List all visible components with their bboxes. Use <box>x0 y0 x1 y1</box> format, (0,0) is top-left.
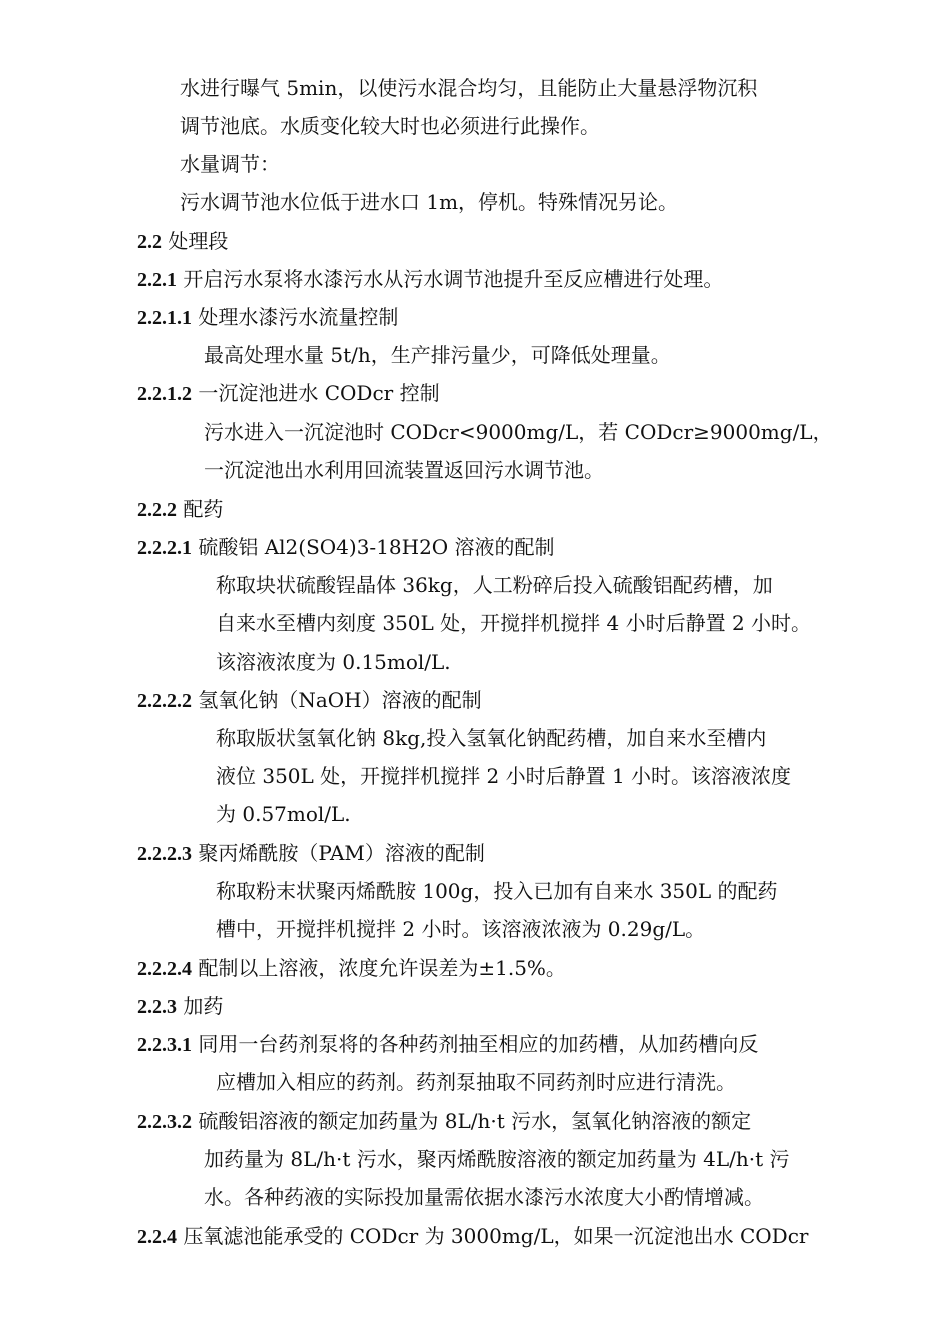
paragraph-line: 污水进入一沉淀池时 CODcr<9000mg/L，若 CODcr≥9000mg/L， <box>204 420 833 444</box>
section-heading <box>137 688 482 713</box>
section-heading <box>137 381 440 406</box>
section-heading <box>137 305 398 330</box>
section-number: 2.2 <box>137 231 162 253</box>
section-title: 配药 <box>183 497 224 521</box>
paragraph-line: 称取粉末状聚丙烯酰胺 100g，投入已加有自来水 350L 的配药 <box>216 879 778 903</box>
paragraph-line: 水进行曝气 5min，以使污水混合均匀，且能防止大量悬浮物沉积 <box>180 76 758 100</box>
paragraph-line: 槽中，开搅拌机搅拌 2 小时。该溶液浓液为 0.29g/L。 <box>216 917 706 941</box>
section-number: 2.2.4 <box>137 1226 177 1248</box>
paragraph-line: 该溶液浓度为 0.15mol/L. <box>216 650 451 674</box>
section-number: 2.2.2.3 <box>137 843 192 865</box>
paragraph-line: 应槽加入相应的药剂。药剂泵抽取不同药剂时应进行清洗。 <box>216 1070 736 1094</box>
section-heading <box>137 497 223 522</box>
section-number: 2.2.1 <box>137 269 177 291</box>
section-number: 2.2.2.4 <box>137 958 192 980</box>
paragraph-line: 水量调节： <box>180 152 280 176</box>
paragraph-line: 污水调节池水位低于进水口 1m，停机。特殊情况另论。 <box>180 190 679 214</box>
section-number: 2.2.2.2 <box>137 690 192 712</box>
section-heading <box>137 1032 758 1057</box>
section-heading <box>137 841 485 866</box>
section-heading <box>137 229 228 254</box>
section-title: 开启污水泵将水漆污水从污水调节池提升至反应槽进行处理。 <box>183 267 724 291</box>
paragraph-line: 加药量为 8L/h·t 污水，聚丙烯酰胺溶液的额定加药量为 4L/h·t 污 <box>204 1147 790 1171</box>
section-title: 处理段 <box>168 229 229 253</box>
paragraph-line: 液位 350L 处，开搅拌机搅拌 2 小时后静置 1 小时。该溶液浓度 <box>216 764 792 788</box>
section-number: 2.2.1.2 <box>137 383 192 405</box>
paragraph-line: 水。各种药液的实际投加量需依据水漆污水浓度大小酌情增减。 <box>204 1185 764 1209</box>
section-title: 硫酸铝溶液的额定加药量为 8L/h·t 污水，氢氧化钠溶液的额定 <box>198 1109 752 1133</box>
section-title: 氢氧化钠（NaOH）溶液的配制 <box>198 688 482 712</box>
section-number: 2.2.1.1 <box>137 307 192 329</box>
section-number: 2.2.3 <box>137 996 177 1018</box>
section-title: 硫酸铝 Al2(SO4)3-18H2O 溶液的配制 <box>198 535 555 559</box>
paragraph-line: 为 0.57mol/L. <box>216 802 351 826</box>
section-heading <box>137 994 223 1019</box>
section-title: 聚丙烯酰胺（PAM）溶液的配制 <box>198 841 485 865</box>
section-heading <box>137 267 723 292</box>
section-number: 2.2.3.1 <box>137 1034 192 1056</box>
paragraph-line: 一沉淀池出水利用回流装置返回污水调节池。 <box>204 458 604 482</box>
section-title: 压氧滤池能承受的 CODcr 为 3000mg/L，如果一沉淀池出水 CODcr <box>183 1224 809 1248</box>
paragraph-line: 调节池底。水质变化较大时也必须进行此操作。 <box>180 114 600 138</box>
paragraph-line: 称取块状硫酸锃晶体 36kg，人工粉碎后投入硫酸铝配药槽，加 <box>216 573 773 597</box>
paragraph-line: 称取版状氢氧化钠 8kg,投入氢氧化钠配药槽，加自来水至槽内 <box>216 726 767 750</box>
section-number: 2.2.2 <box>137 499 177 521</box>
section-heading <box>137 535 555 560</box>
paragraph-line: 自来水至槽内刻度 350L 处，开搅拌机搅拌 4 小时后静置 2 小时。 <box>216 611 812 635</box>
section-heading <box>137 1224 808 1249</box>
section-title: 同用一台药剂泵将的各种药剂抽至相应的加药槽，从加药槽向反 <box>198 1032 759 1056</box>
section-title: 处理水漆污水流量控制 <box>198 305 399 329</box>
section-heading <box>137 1109 751 1134</box>
section-title: 加药 <box>183 994 224 1018</box>
paragraph-line: 最高处理水量 5t/h，生产排污量少，可降低处理量。 <box>204 343 671 367</box>
section-title: 一沉淀池进水 CODcr 控制 <box>198 381 440 405</box>
section-number: 2.2.2.1 <box>137 537 192 559</box>
section-title: 配制以上溶液，浓度允许误差为±1.5%。 <box>198 956 566 980</box>
section-heading <box>137 956 566 981</box>
section-number: 2.2.3.2 <box>137 1111 192 1133</box>
